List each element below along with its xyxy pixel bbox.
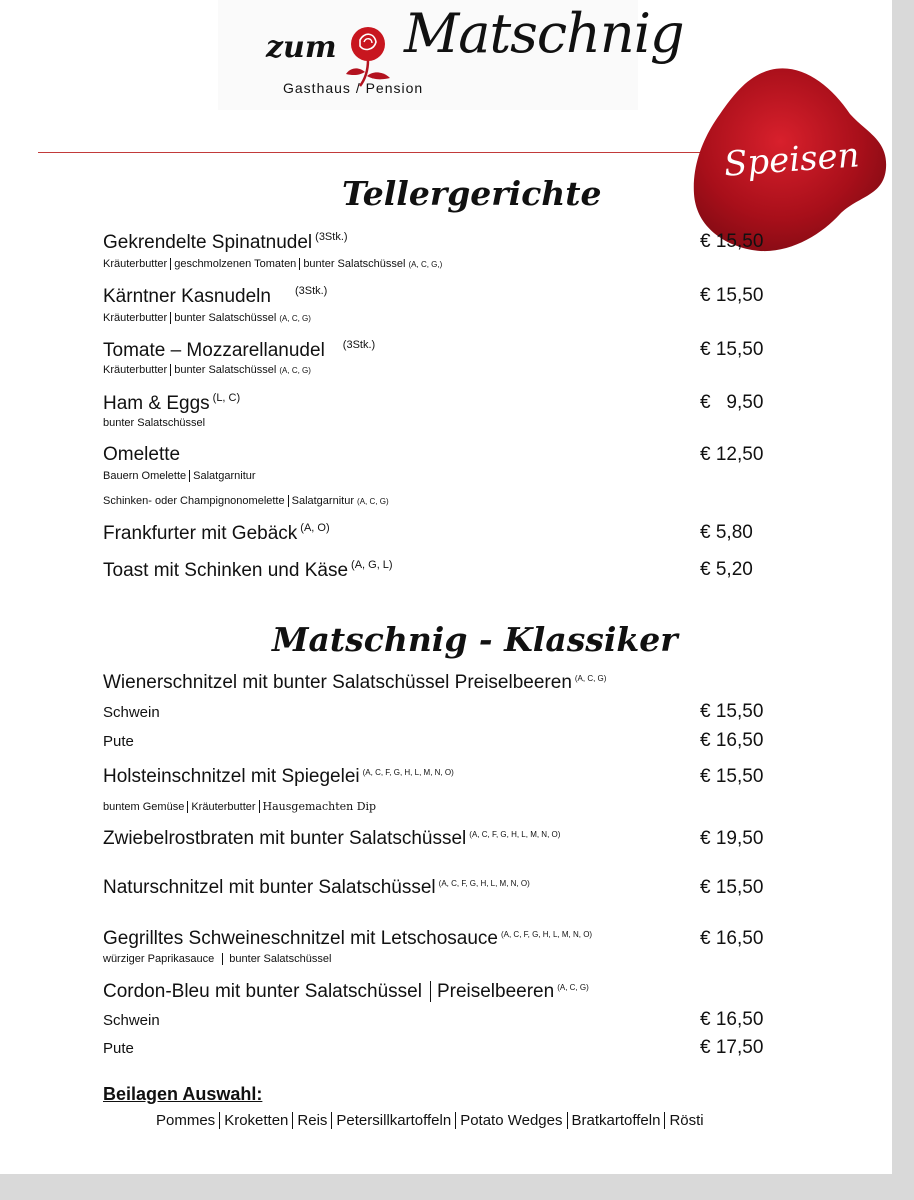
beilage-item: Pommes — [156, 1112, 216, 1129]
dish-name: Naturschnitzel mit bunter Salatschüssel $^{(A, C, F, G, H, L, M, N, O)}$ — [103, 877, 530, 898]
beilage-item: Bratkartoffeln — [567, 1112, 661, 1129]
section-title-tellergerichte: Tellergerichte — [342, 174, 602, 213]
dish-sides: buntem Gemüse Kräuterbutter Hausgemachten Dip — [103, 800, 377, 813]
dish-name: Kärntner Kasnudeln $^{(3Stk.)}$ — [103, 285, 328, 307]
dish-sides: Bauern Omelette Salatgarnitur — [103, 470, 256, 482]
beilagen-title: Beilagen Auswahl: — [103, 1084, 263, 1104]
beilage-item: Rösti — [664, 1112, 703, 1129]
logo-subtitle: Gasthaus / Pension — [283, 80, 424, 96]
logo-name: Matschnig — [404, 2, 684, 65]
dish-price: € 15,50 — [700, 231, 764, 252]
dish-price: € 16,50 — [700, 928, 764, 949]
dish-name: Cordon-Bleu mit bunter Salatschüssel Preiselbeeren $^{(A, C, G)}$ — [103, 981, 589, 1002]
variant-label: Pute — [103, 1040, 134, 1057]
variant-label: Pute — [103, 733, 134, 750]
logo-zum: zum — [266, 30, 337, 65]
dish-name: Toast mit Schinken und Käse $^{(A, G, L)}$ — [103, 559, 393, 581]
dish-sides: Schinken- oder Champignonomelette Salatgarnitur (A, C, G) — [103, 495, 389, 507]
dish-name: Omelette — [103, 444, 181, 465]
dish-name: Tomate – Mozzarellanudel $^{(3Stk.)}$ — [103, 339, 376, 361]
rose-logo-icon — [338, 20, 398, 88]
variant-label: Schwein — [103, 704, 160, 721]
beilage-item: Kroketten — [219, 1112, 288, 1129]
dish-price: € 19,50 — [700, 828, 764, 849]
dish-sides: bunter Salatschüssel — [103, 417, 206, 429]
dish-price: € 5,20 — [700, 559, 753, 580]
header-rule — [38, 152, 728, 153]
variant-label: Schwein — [103, 1012, 160, 1029]
dish-sides: Kräuterbutter geschmolzenen Tomaten bunter Salatschüssel (A, C, G,) — [103, 258, 443, 270]
dish-name: Frankfurter mit Gebäck $^{(A, O)}$ — [103, 522, 330, 544]
dish-price: € 15,50 — [700, 877, 764, 898]
dish-name: Wienerschnitzel mit bunter Salatschüssel Preiselbeeren $^{(A, C, G)}$ — [103, 672, 607, 693]
dish-name: Gekrendelte Spinatnudel $^{(3Stk.)}$ — [103, 231, 348, 253]
speisen-badge: Speisen — [722, 135, 861, 185]
dish-sides: würziger Paprikasauce bunter Salatschüssel — [103, 953, 332, 965]
dish-price: € 15,50 — [700, 701, 764, 722]
dish-price: € 16,50 — [700, 730, 764, 751]
dish-price: € 15,50 — [700, 766, 764, 787]
beilagen-list — [156, 1112, 704, 1129]
dish-name: Ham & Eggs $^{(L, C)}$ — [103, 392, 241, 414]
dish-price: € 9,50 — [700, 392, 764, 413]
dish-name: Zwiebelrostbraten mit bunter Salatschüssel $^{(A, C, F, G, H, L, M, N, O)}$ — [103, 828, 561, 849]
dish-name: Gegrilltes Schweineschnitzel mit Letschosauce $^{(A, C, F, G, H, L, M, N, O)}$ — [103, 928, 593, 949]
dish-price: € 15,50 — [700, 285, 764, 306]
page-edge-bottom — [0, 1174, 914, 1200]
section-title-klassiker: Matschnig - Klassiker — [272, 620, 678, 659]
page-edge-left — [0, 0, 38, 1200]
dish-price: € 5,80 — [700, 522, 753, 543]
dish-price: € 17,50 — [700, 1037, 764, 1058]
dish-price: € 12,50 — [700, 444, 764, 465]
dish-name: Holsteinschnitzel mit Spiegelei $^{(A, C, F, G, H, L, M, N, O)}$ — [103, 766, 454, 787]
dish-price: € 16,50 — [700, 1009, 764, 1030]
dish-price: € 15,50 — [700, 339, 764, 360]
dish-sides: Kräuterbutter bunter Salatschüssel (A, C, G) — [103, 312, 311, 324]
beilage-item: Potato Wedges — [455, 1112, 562, 1129]
page-edge-right — [892, 0, 914, 1200]
dish-sides: Kräuterbutter bunter Salatschüssel (A, C, G) — [103, 364, 311, 376]
beilage-item: Petersillkartoffeln — [331, 1112, 451, 1129]
beilage-item: Reis — [292, 1112, 327, 1129]
